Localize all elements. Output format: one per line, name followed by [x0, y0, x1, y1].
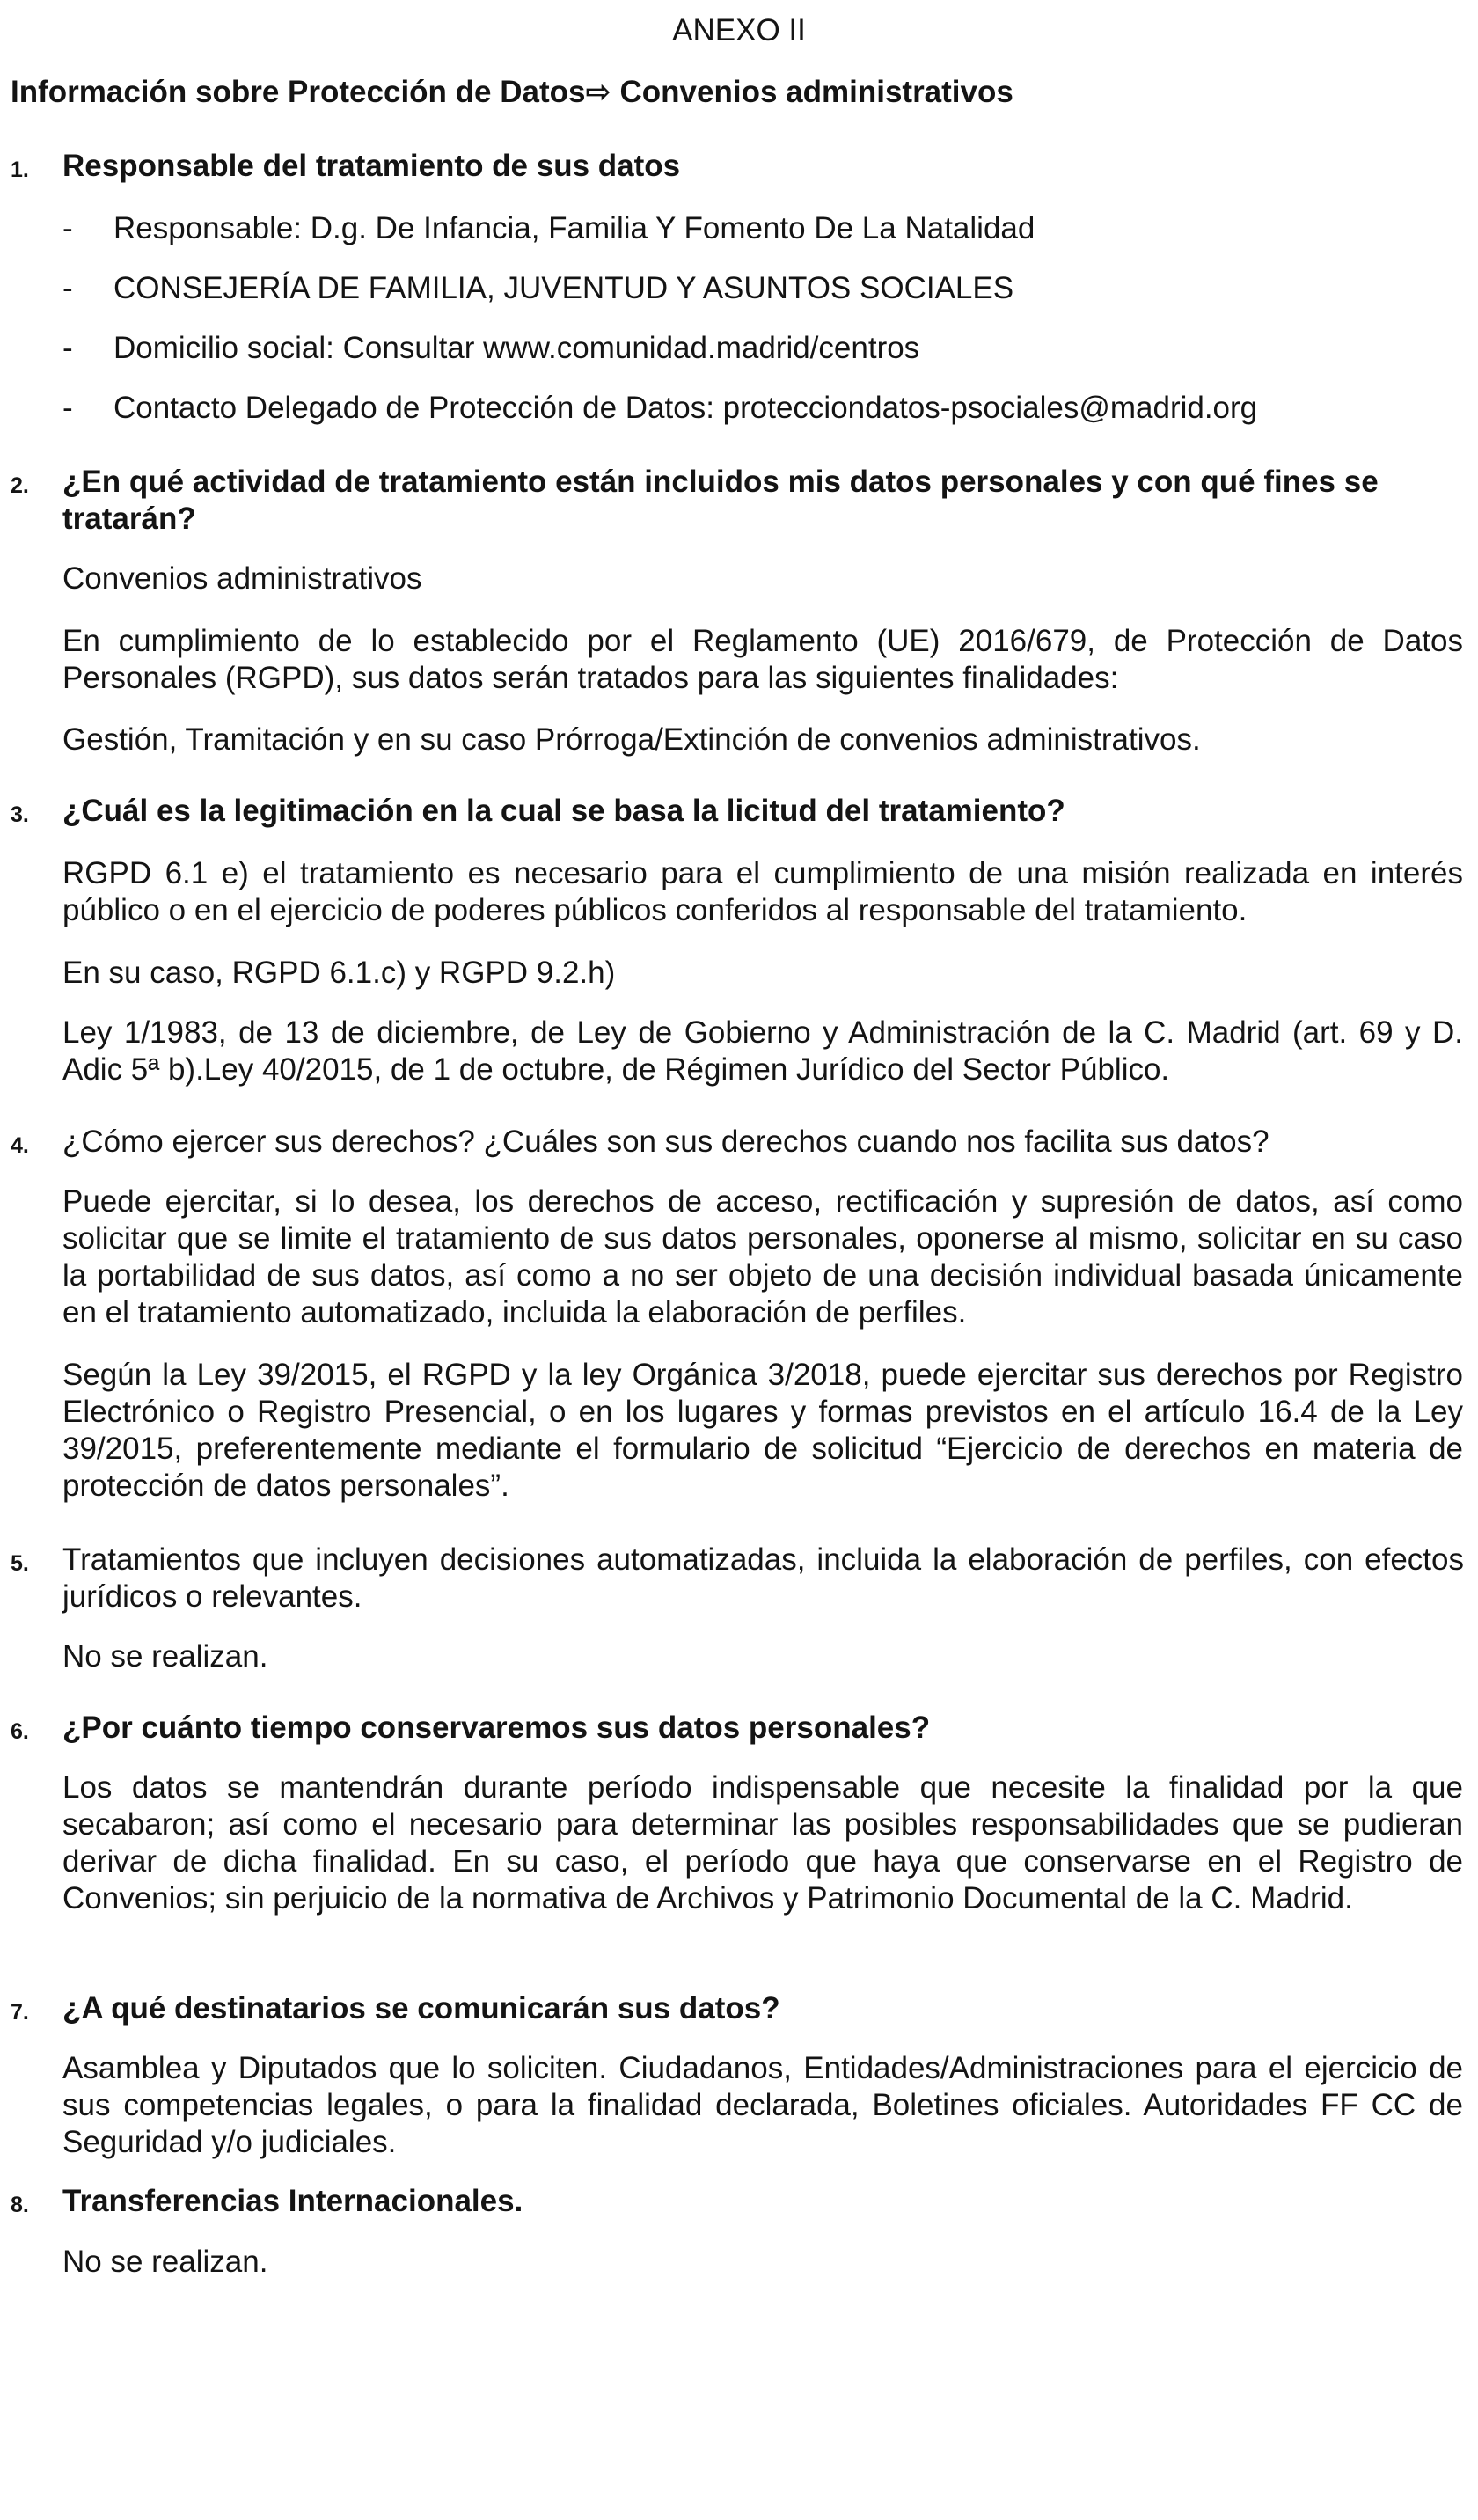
section-number: 5. [11, 1551, 29, 1576]
dash-icon: - [62, 271, 73, 305]
section-number: 7. [11, 2000, 29, 2025]
bullet-text: Domicilio social: Consultar www.comunidad.madrid/centros [113, 331, 920, 365]
section-heading: Tratamientos que incluyen decisiones automatizadas, incluida la elaboración de perfiles, con efectos jurídicos o relevantes. [62, 1542, 1464, 1614]
section-heading: Responsable del tratamiento de sus datos [62, 149, 681, 183]
paragraph: Puede ejercitar, si lo desea, los derechos de acceso, rectificación y supresión de datos, así como solicitar que se limite el tratamiento de sus datos personales, oponerse al mismo, solicitar en su caso la portabilidad de sus datos, así como a no ser objeto de una decisión individual basada únicamente en el tratamiento automatizado, incluida la elaboración de perfiles. [62, 1184, 1463, 1330]
section-number: 4. [11, 1133, 29, 1158]
paragraph: Convenios administrativos [62, 561, 422, 596]
bullet-text: CONSEJERÍA DE FAMILIA, JUVENTUD Y ASUNTOS SOCIALES [113, 271, 1014, 305]
section-heading: Transferencias Internacionales. [62, 2184, 523, 2218]
section-number: 3. [11, 802, 29, 827]
paragraph: Los datos se mantendrán durante período indispensable que necesite la finalidad por la que secabaron; así como el necesario para determinar las posibles responsabilidades que se pudieran derivar de dicha finalidad. En su caso, el período que haya que conservarse en el Registro de Convenios; sin perjuicio de la normativa de Archivos y Patrimonio Documental de la C. Madrid. [62, 1770, 1463, 1916]
section-number: 1. [11, 158, 29, 182]
section-5 [11, 1542, 1464, 1615]
paragraph: Según la Ley 39/2015, el RGPD y la ley Orgánica 3/2018, puede ejercitar sus derechos por Registro Electrónico o Registro Presencial, o en los lugares y formas previstos en el artículo 16.4 de la Ley 39/2015, preferentemente mediante el formulario de solicitud “Ejercicio de derechos en materia de protección de datos personales”. [62, 1358, 1463, 1503]
bullet-text: Responsable: D.g. De Infancia, Familia Y Fomento De La Natalidad [113, 211, 1035, 245]
paragraph: En su caso, RGPD 6.1.c) y RGPD 9.2.h) [62, 956, 616, 990]
dash-icon: - [62, 331, 73, 365]
section-1 [11, 148, 1464, 185]
section-heading: ¿Cuál es la legitimación en la cual se basa la licitud del tratamiento? [62, 794, 1065, 828]
section-heading: ¿Cómo ejercer sus derechos? ¿Cuáles son sus derechos cuando nos facilita sus datos? [62, 1124, 1269, 1159]
section-number: 6. [11, 1719, 29, 1744]
paragraph: Gestión, Tramitación y en su caso Prórroga/Extinción de convenios administrativos. [62, 722, 1201, 757]
section-heading: ¿A qué destinatarios se comunicarán sus datos? [62, 1991, 780, 2026]
section-heading: ¿Por cuánto tiempo conservaremos sus datos personales? [62, 1711, 931, 1745]
paragraph: RGPD 6.1 e) el tratamiento es necesario para el cumplimiento de una misión realizada en interés público o en el ejercicio de poderes públicos conferidos al responsable del tratamiento. [62, 856, 1463, 927]
dash-icon: - [62, 391, 73, 425]
document-title: Información sobre Protección de Datos⇨ Convenios administrativos [11, 75, 1013, 109]
paragraph: Asamblea y Diputados que lo soliciten. Ciudadanos, Entidades/Administraciones para el ejercicio de sus competencias legales, o para la finalidad declarada, Boletines oficiales. Autoridades FF CC de Seguridad y/o judiciales. [62, 2051, 1463, 2159]
dash-icon: - [62, 211, 73, 245]
section-4 [11, 1124, 1464, 1161]
annex-label: ANEXO II [672, 13, 806, 48]
section-7 [11, 1990, 1464, 2027]
section-8 [11, 2183, 1464, 2220]
section-number: 2. [11, 473, 29, 498]
paragraph: No se realizan. [62, 2245, 268, 2279]
section-number: 8. [11, 2193, 29, 2217]
section-6 [11, 1710, 1464, 1747]
paragraph: Ley 1/1983, de 13 de diciembre, de Ley de Gobierno y Administración de la C. Madrid (art. 69 y D. Adic 5ª b).Ley 40/2015, de 1 de octubre, de Régimen Jurídico del Sector Público. [62, 1015, 1463, 1087]
section-heading: ¿En qué actividad de tratamiento están incluidos mis datos personales y con qué fines se tratarán? [62, 465, 1379, 536]
section-3 [11, 793, 1464, 830]
paragraph: No se realizan. [62, 1639, 268, 1674]
bullet-text: Contacto Delegado de Protección de Datos: protecciondatos-psociales@madrid.org [113, 391, 1258, 425]
section-2 [11, 464, 1464, 538]
paragraph: En cumplimiento de lo establecido por el Reglamento (UE) 2016/679, de Protección de Datos Personales (RGPD), sus datos serán tratados para las siguientes finalidades: [62, 624, 1463, 695]
